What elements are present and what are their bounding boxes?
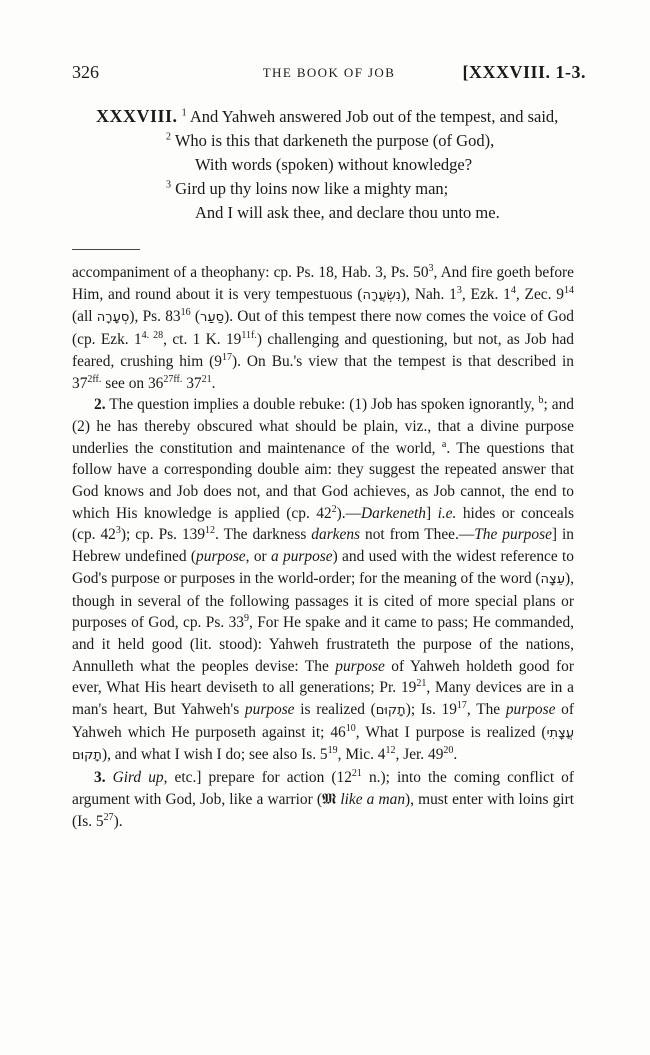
note-number-2: 2. (94, 396, 106, 414)
note-paragraph-1: accompaniment of a theophany: cp. Ps. 18, Hab. 3, Ps. $50^3$, And fire goeth before Him, and round about it is very tempestuous (נִשְׂעֲרָה), Nah. $1^3$, Ezk. $1^4$, Zec. $9^{14}$ (all סְעָרָה), Ps. $83^{16}$ (סַעַר). Out of this tempest there now comes the voice of God (cp. Ezk. $1^{4. 28}$, ct. 1 K. $19^{11f.}$) challenging and questioning, but not, as Job had feared, crushing him $(9^{17})$. On Bu.'s view that the tempest is that described in $37^{2ff.}$ see on $36^{27ff.}$ $37^{21}$. (72, 262, 574, 392)
chapter-reference: [XXXVIII. 1-3. (462, 62, 586, 82)
verse-2-line-2: With words (spoken) without knowledge? (195, 155, 473, 174)
verse-1: XXXVIII. $^1$ And Yahweh answered Job out of the tempest, and said, (96, 106, 559, 126)
chapter-number: XXXVIII. (96, 106, 178, 126)
commentary (72, 262, 574, 832)
scripture-text (72, 104, 576, 225)
running-title: THE BOOK OF JOB (262, 65, 396, 80)
running-header (72, 62, 586, 86)
verse-3-line-1: $^3$ Gird up thy loins now like a mighty man; (166, 179, 449, 198)
note-number-3: 3. (94, 769, 106, 787)
note-paragraph-2: 2. The question implies a double rebuke: (1) Job has spoken ignorantly, $^b$; and (2) he has thereby obscured what should be plain, viz., that a divine purpose underlies the constitution and maintenance of the world, $^a$. The questions that follow have a corresponding double aim: they suggest the repeated answer that God knows and Job does not, and that God achieves, as Job cannot, the end to which His knowledge is applied (cp. $42^2).—Darkeneth$] i.e. hides or conceals (cp. $42^3$); cp. Ps. $139^{12}$. The darkness darkens not from Thee.—The purpose] in Hebrew undefined (purpose, or a purpose) and used with the widest reference to God's purpose or purposes in the world-order; for the meaning of the word (עֵצָה), though in several of the following passages it is cited of more special plans or purposes of God, cp. Ps. $33^9$, For He spake and it came to pass; He commanded, and it held good (lit. stood): Yahweh frustrateth the purpose of the nations, Annulleth what the peoples devise: The purpose of Yahweh holdeth good for ever, What His heart deviseth to all generations; Pr. $19^{21}$, Many devices are in a man's heart, But Yahweh's purpose is realized (תָקוּם); Is. $19^{17}$, The purpose of Yahweh which He purposeth against it; $46^{10}$, What I purpose is realized (עֲצָתִי תָקוּם), and what I wish I do; see also Is. $5^{19}$, Mic. $4^{12}$, Jer. $49^{20}$. (72, 395, 575, 764)
verse-3-line-2: And I will ask thee, and declare thou unto me. (195, 203, 500, 222)
note-paragraph-3: 3. Gird up, etc.] prepare for action ($12^{21}$ n.); into the coming conflict of argument with God, Job, like a warrior (𝕸 like a man), must enter with loins girt (Is. $5^{27}$). (72, 768, 574, 830)
verses-2-3 (166, 129, 576, 225)
footnote-divider (72, 249, 140, 250)
septuagint-symbol: 𝕸 (322, 790, 337, 808)
verse-2-line-1: $^2$ Who is this that darkeneth the purpose (of God), (166, 131, 495, 150)
page-number: 326 (72, 62, 99, 82)
